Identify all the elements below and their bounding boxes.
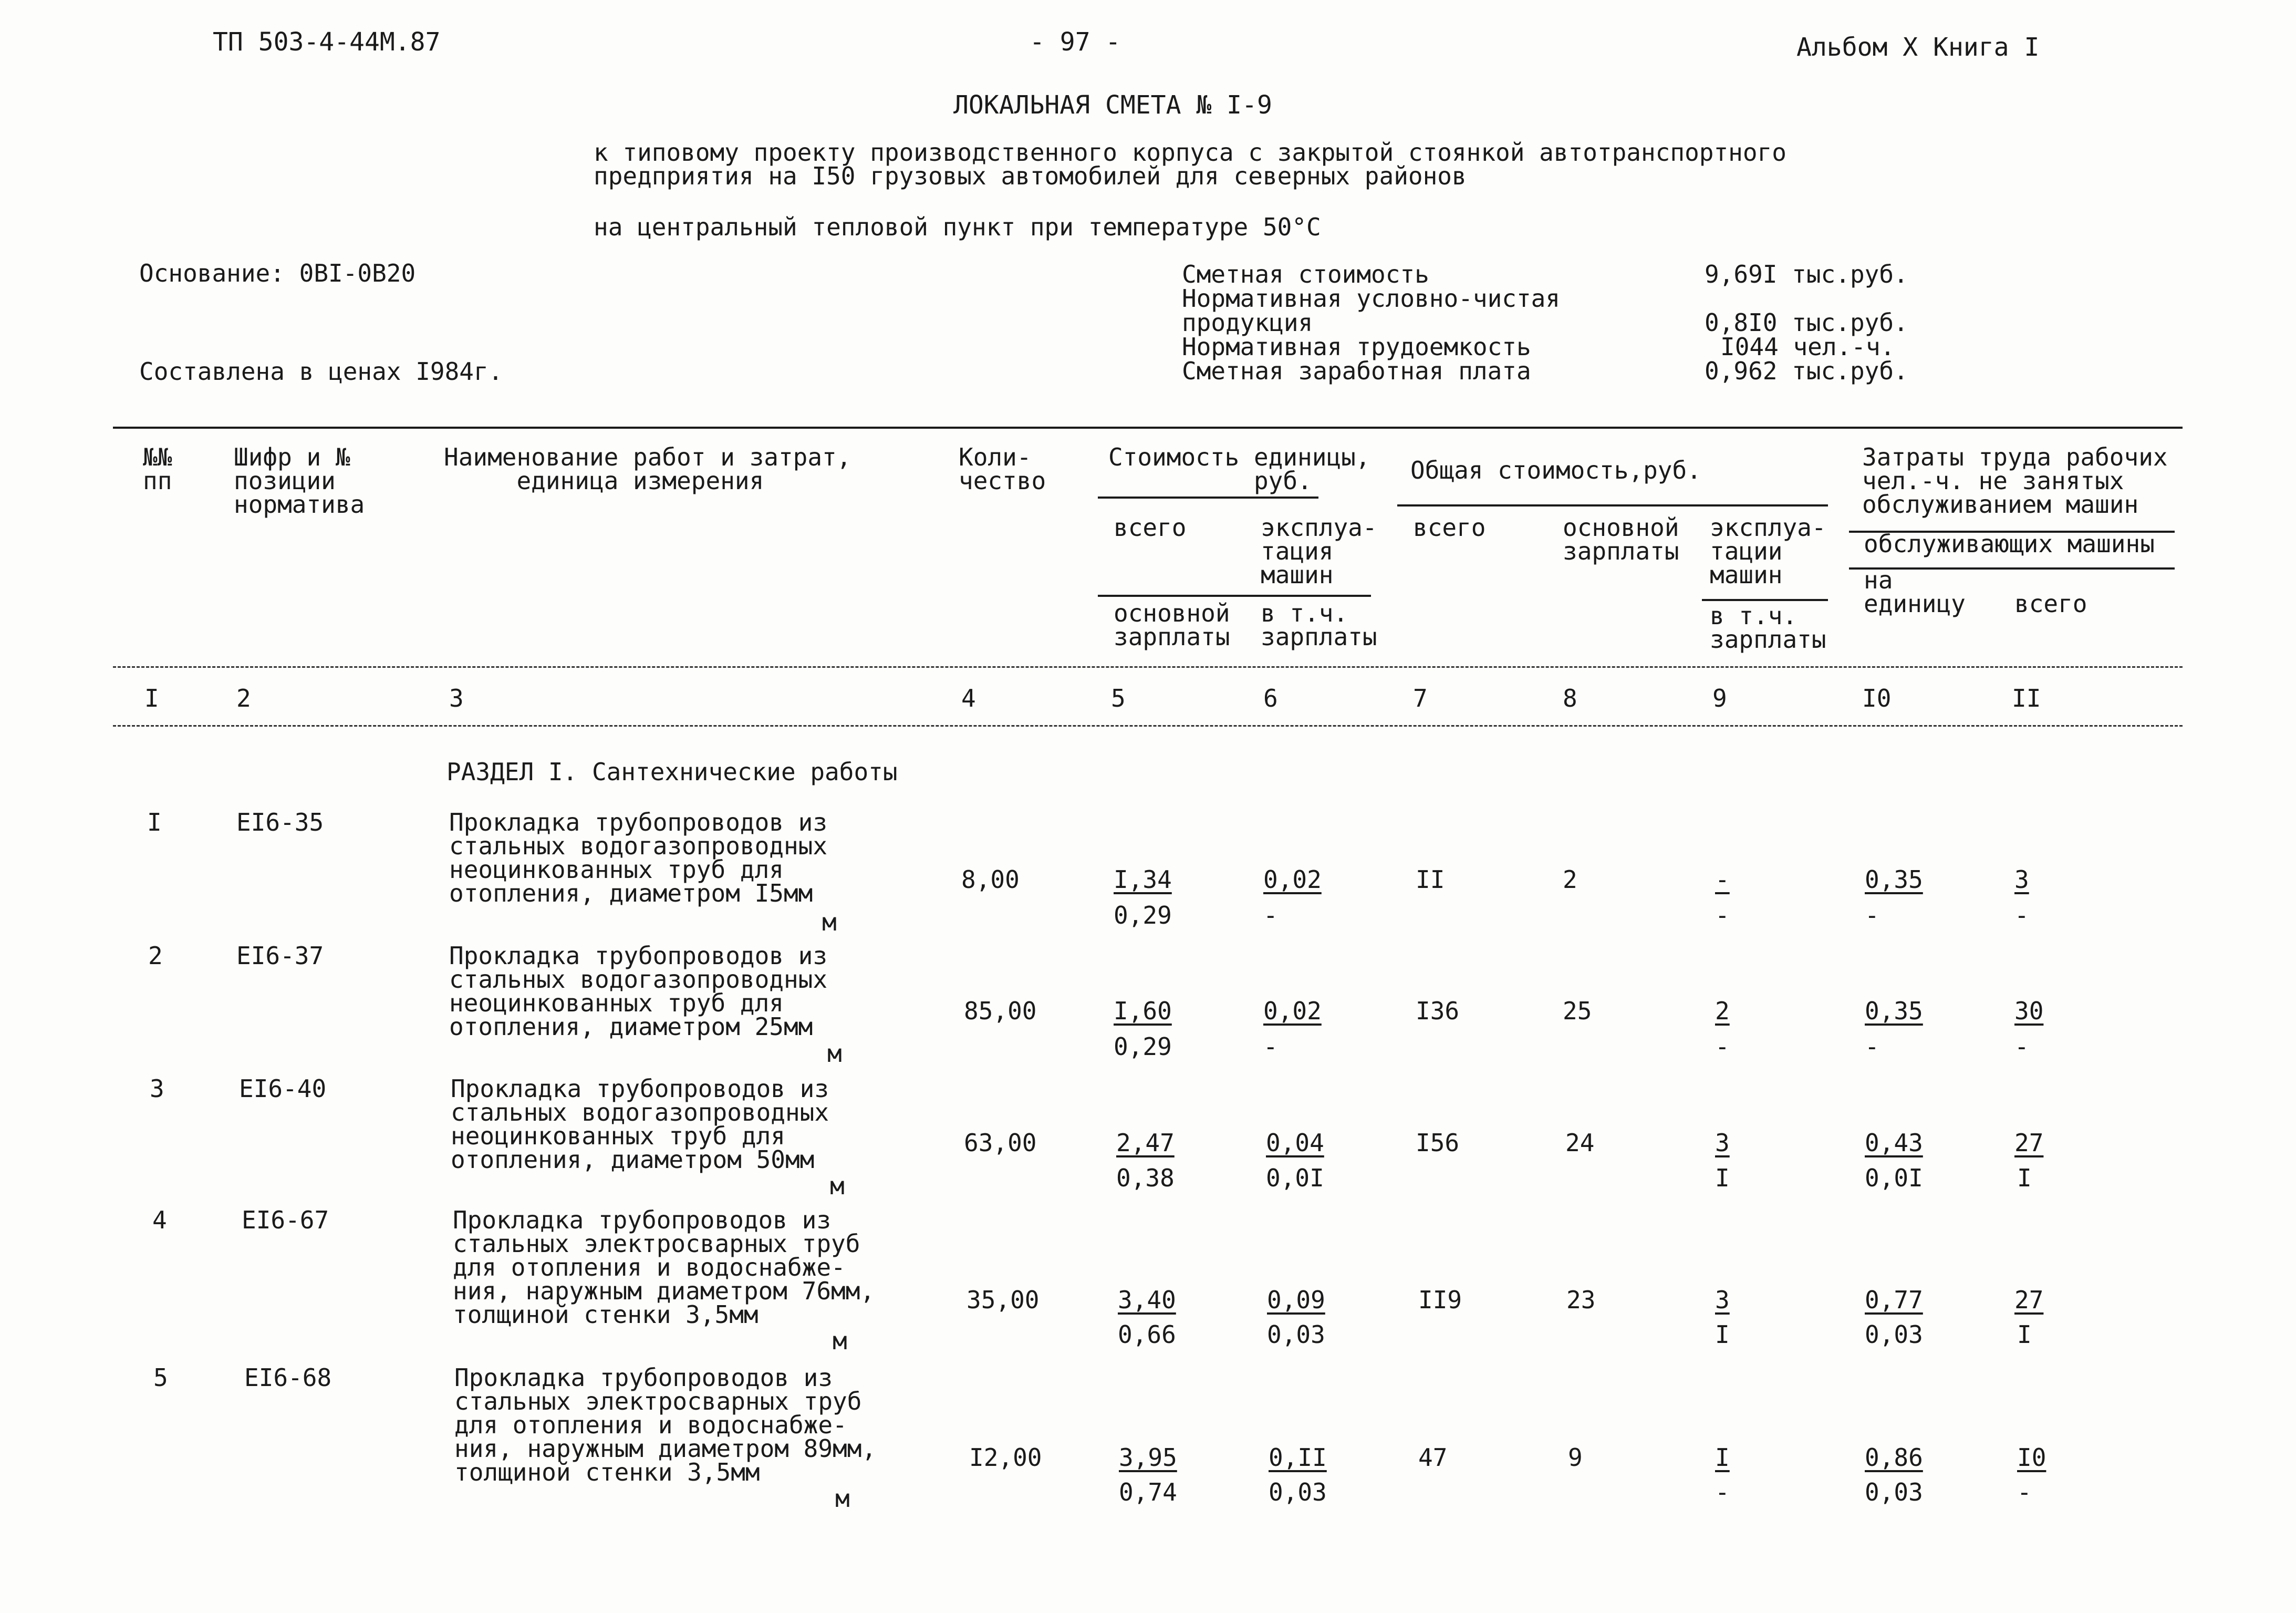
unit-machine-wage: 0,03 [1267,1320,1325,1349]
row-unit: м [827,1039,842,1068]
total-base-wage: 2 [1563,865,1577,894]
total-base-wage: 23 [1566,1286,1596,1314]
labor-total: I0 [2017,1443,2046,1472]
row-code: EI6-37 [236,942,324,970]
summary-cost-value: 9,69I тыс.руб. [1705,260,1908,288]
col-number: 5 [1111,684,1126,712]
summary-wage-value: 0,962 тыс.руб. [1705,357,1908,385]
row-code: EI6-67 [242,1206,329,1234]
labor-total-machines: - [2014,901,2029,929]
row-unit: м [835,1484,850,1513]
col-header-unit-total: всего [1114,513,1187,542]
row-name: Прокладка трубопроводов из стальных водогазопроводных неоцинкованных труб для отопления, диаметром 25мм [449,942,828,1041]
col-number: I [144,684,159,712]
col-header-labor-all: всего [2014,590,2087,618]
labor-total-machines: - [2017,1478,2032,1506]
subtitle-line-2: предприятия на I50 грузовых автомобилей для северных районов [594,162,1467,190]
unit-machine-wage: 0,0I [1266,1164,1324,1192]
summary-net-label-2: продукция [1182,308,1313,337]
unit-total-cost: I,60 [1114,997,1172,1025]
col-number: 8 [1563,684,1577,712]
col-header-quantity: Коли- чество [959,443,1046,495]
row-quantity: I2,00 [969,1443,1042,1472]
unit-machine-cost: 0,09 [1267,1286,1325,1314]
labor-total: 27 [2014,1286,2044,1314]
row-unit: м [833,1327,847,1355]
unit-machine-wage: 0,03 [1269,1478,1327,1506]
col-number: II [2012,684,2041,712]
unit-total-cost: 3,40 [1118,1286,1176,1314]
labor-per-unit-machines: 0,03 [1865,1478,1923,1506]
col-number: I0 [1862,684,1892,712]
total-machine-wage: - [1715,1478,1730,1506]
col-number: 9 [1712,684,1727,712]
labor-per-unit: 0,86 [1865,1443,1923,1472]
unit-wage-subrule [1098,595,1371,597]
header-bottom-rule [113,666,2183,668]
labor-total-machines: - [2014,1032,2029,1061]
labor-per-unit-machines: 0,0I [1865,1164,1923,1192]
total-machine-cost: I [1715,1443,1730,1472]
summary-net-label-1: Нормативная условно-чистая [1182,284,1561,313]
row-name: Прокладка трубопроводов из стальных водогазопроводных неоцинкованных труб для отопления, диаметром 50мм [451,1074,829,1174]
col-header-labor-machines: обслуживающих машины [1864,530,2155,558]
summary-labor-value: I044 чел.-ч. [1720,333,1895,361]
col-number: 2 [236,684,251,712]
unit-machine-wage: - [1263,1032,1278,1061]
row-unit: м [830,1172,845,1200]
summary-wage-label: Сметная заработная плата [1182,357,1531,385]
row-name: Прокладка трубопроводов из стальных водогазопроводных неоцинкованных труб для отопления, диаметром I5мм [449,808,828,907]
section-title: РАЗДЕЛ I. Сантехнические работы [446,758,898,786]
col-header-unit-machines: эксплуа- тация машин [1261,513,1377,589]
unit-total-cost: I,34 [1114,865,1172,894]
unit-base-wage: 0,38 [1116,1164,1175,1192]
col-header-name: Наименование работ и затрат, единица измерения [444,443,851,495]
labor-per-unit: 0,35 [1865,865,1923,894]
col-header-total-cost: Общая стоимость,руб. [1410,456,1701,484]
object-line: на центральный тепловой пункт при температуре 50°С [594,213,1321,241]
summary-cost-label: Сметная стоимость [1182,260,1429,288]
album-book: Альбом X Книга I [1796,33,2040,62]
labor-per-unit: 0,43 [1865,1129,1923,1157]
row-number: I [147,808,162,836]
labor-per-unit: 0,77 [1865,1286,1923,1314]
row-unit: м [822,908,837,936]
row-quantity: 8,00 [961,865,1020,894]
col-header-total-machines: эксплуа- тации машин [1710,513,1826,589]
col-number: 3 [449,684,464,712]
col-header-labor-unit: на единицу [1864,566,1966,618]
total-machine-cost: 3 [1715,1129,1730,1157]
labor-total: 3 [2014,865,2029,894]
unit-total-cost: 3,95 [1119,1443,1177,1472]
summary-labor-label: Нормативная трудоемкость [1182,333,1531,361]
row-number: 4 [152,1206,167,1234]
document-code: ТП 503-4-44М.87 [213,27,441,57]
total-machine-cost: 3 [1715,1286,1730,1314]
total-machine-wage: - [1715,1032,1730,1061]
row-code: EI6-35 [236,808,324,836]
estimate-title: ЛОКАЛЬНАЯ СМЕТА № I-9 [953,90,1272,120]
price-year: Составлена в ценах I984г. [139,357,503,386]
labor-total: 30 [2014,997,2044,1025]
unit-machine-cost: 0,04 [1266,1129,1324,1157]
col-header-unit-wage: основной зарплаты [1114,599,1230,651]
col-number: 6 [1263,684,1278,712]
total-base-wage: 24 [1565,1129,1595,1157]
labor-per-unit-machines: - [1865,901,1879,929]
col-header-total-wage: основной зарплаты [1563,513,1679,565]
total-machine-wage: I [1715,1164,1730,1192]
unit-base-wage: 0,66 [1118,1320,1176,1349]
col-header-number: №№ пп [143,443,172,495]
total-base-wage: 25 [1563,997,1592,1025]
total-machine-wage: - [1715,901,1730,929]
total-cost: I56 [1416,1129,1460,1157]
unit-total-cost: 2,47 [1116,1129,1175,1157]
unit-machine-cost: 0,02 [1263,997,1322,1025]
total-cost: 47 [1418,1443,1448,1472]
col-header-labor: Затраты труда рабочих чел.-ч. не занятых обслуживанием машин [1862,443,2168,519]
labor-per-unit: 0,35 [1865,997,1923,1025]
row-quantity: 63,00 [964,1129,1037,1157]
col-header-code: Шифр и № позиции норматива [234,443,365,519]
total-cost: II9 [1418,1286,1462,1314]
total-base-wage: 9 [1568,1443,1583,1472]
page-number: - 97 - [1030,27,1121,57]
col-number: 4 [961,684,976,712]
row-name: Прокладка трубопроводов из стальных электросварных труб для отопления и водоснабже- ния, наружным диаметром 89мм, толщиной стенки 3,5мм [454,1363,877,1486]
unit-base-wage: 0,29 [1114,1032,1172,1061]
unit-machine-wage: - [1263,901,1278,929]
labor-total-machines: I [2017,1164,2032,1192]
labor-total-machines: I [2017,1320,2032,1349]
row-number: 2 [148,942,163,970]
col-header-total-all: всего [1413,513,1486,542]
col-header-unit-incl-wage: в т.ч. зарплаты [1261,599,1377,651]
col-header-unit-cost: Стоимость единицы, руб. [1108,443,1370,495]
subtitle-line-1: к типовому проекту производственного корпуса с закрытой стоянкой автотранспортного [594,138,1786,167]
column-numbers-rule [113,725,2183,727]
unit-base-wage: 0,74 [1119,1478,1177,1506]
total-machine-cost: - [1715,865,1730,894]
total-cost-subrule [1397,504,1828,506]
unit-cost-subrule [1098,497,1318,499]
total-machine-cost: 2 [1715,997,1730,1025]
row-code: EI6-40 [239,1074,327,1103]
unit-base-wage: 0,29 [1114,901,1172,929]
basis: Основание: 0BI-0B20 [139,259,416,287]
row-name: Прокладка трубопроводов из стальных электросварных труб для отопления и водоснабже- ния, наружным диаметром 76мм, толщиной стенки 3,5мм [453,1206,875,1329]
summary-net-value: 0,8I0 тыс.руб. [1705,308,1908,337]
labor-total: 27 [2014,1129,2044,1157]
labor-per-unit-machines: 0,03 [1865,1320,1923,1349]
row-quantity: 85,00 [964,997,1037,1025]
table-top-rule [113,427,2183,429]
unit-machine-cost: 0,II [1269,1443,1327,1472]
row-quantity: 35,00 [967,1286,1040,1314]
row-number: 3 [150,1074,164,1103]
col-number: 7 [1413,684,1428,712]
row-code: EI6-68 [244,1363,332,1392]
total-cost: I36 [1416,997,1460,1025]
mach-wage-subrule [1702,599,1828,601]
row-number: 5 [153,1363,168,1392]
labor-per-unit-machines: - [1865,1032,1879,1061]
total-cost: II [1416,865,1445,894]
unit-machine-cost: 0,02 [1263,865,1322,894]
total-machine-wage: I [1715,1320,1730,1349]
col-header-total-incl-wage: в т.ч. зарплаты [1710,602,1826,654]
